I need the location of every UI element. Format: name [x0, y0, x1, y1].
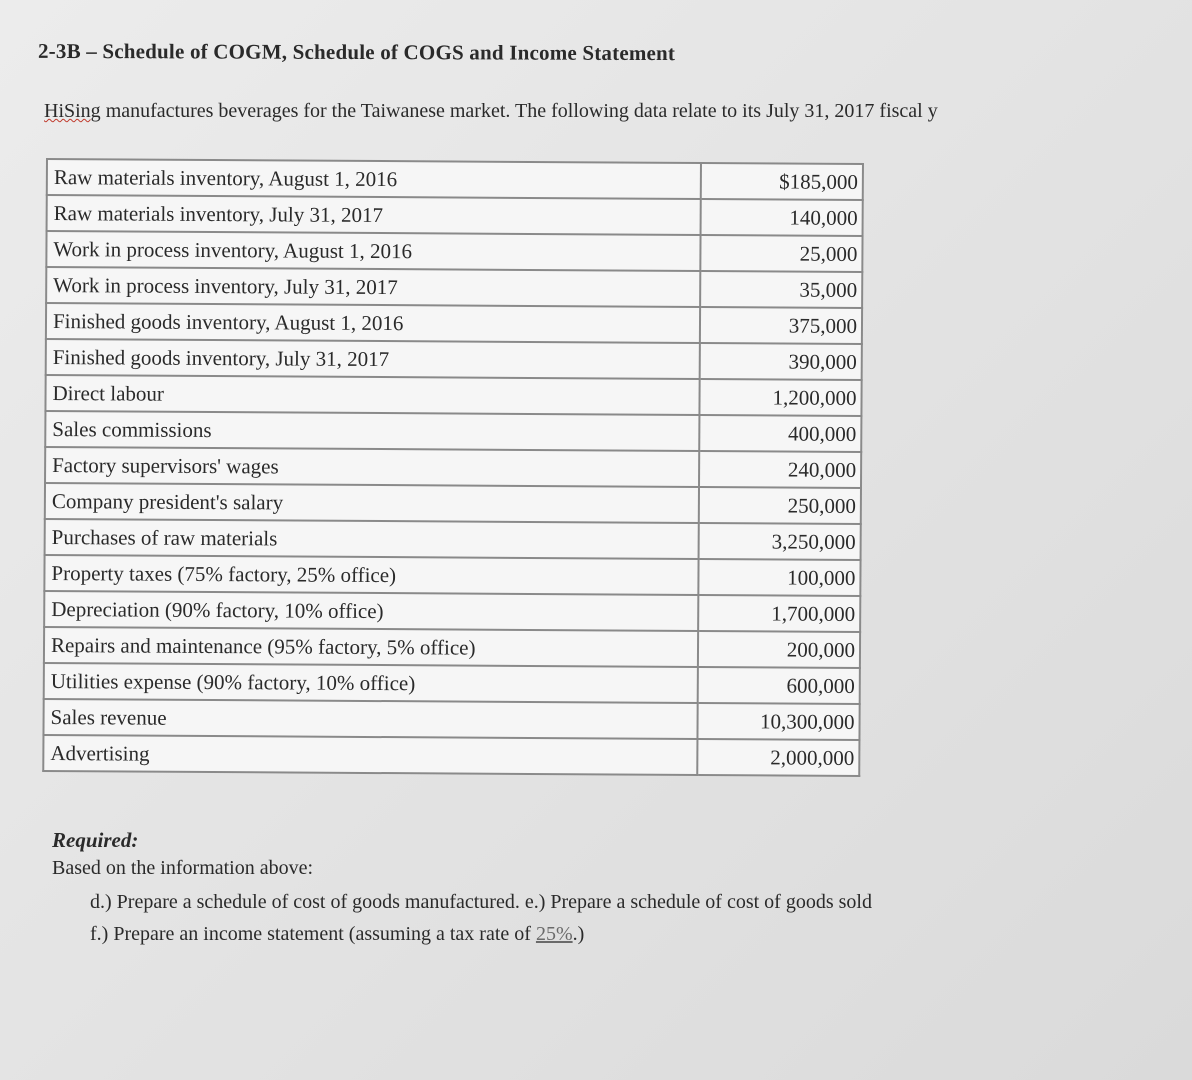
- table-row: [43, 735, 859, 776]
- row-value: 35,000: [700, 271, 862, 308]
- table-row: [47, 159, 863, 200]
- row-value: 2,000,000: [697, 739, 859, 776]
- row-label: Utilities expense (90% factory, 10% office): [44, 663, 698, 703]
- table-row: [46, 267, 862, 308]
- page-title: 2-3B – Schedule of COGM, Schedule of COGS and Income Statement: [37, 38, 676, 66]
- table-row: [46, 231, 862, 272]
- required-item-e: e.) Prepare a schedule of cost of goods sold: [524, 891, 872, 913]
- required-item-d: d.) Prepare a schedule of cost of goods manufactured.: [90, 891, 520, 913]
- row-label: Sales revenue: [43, 699, 697, 739]
- row-label: Depreciation (90% factory, 10% office): [44, 591, 698, 631]
- row-label: Raw materials inventory, August 1, 2016: [47, 159, 701, 199]
- required-items: [90, 886, 872, 950]
- row-label: Purchases of raw materials: [45, 519, 699, 559]
- row-value: $185,000: [701, 163, 863, 200]
- row-label: Property taxes (75% factory, 25% office): [44, 555, 698, 595]
- row-value: 140,000: [701, 199, 863, 236]
- company-name: HiSing: [44, 100, 101, 122]
- table-row: [46, 339, 862, 380]
- row-label: Work in process inventory, July 31, 2017: [46, 267, 700, 307]
- row-value: 400,000: [699, 415, 861, 452]
- table-row: [45, 483, 861, 524]
- required-heading: Required:: [52, 828, 139, 852]
- row-value: 25,000: [700, 235, 862, 272]
- table-row: [44, 627, 860, 668]
- row-label: Finished goods inventory, July 31, 2017: [46, 339, 700, 379]
- table-row: [43, 699, 859, 740]
- row-value: 600,000: [698, 667, 860, 704]
- row-label: Company president's salary: [45, 483, 699, 523]
- required-item-de: [90, 886, 872, 918]
- row-value: 1,700,000: [698, 595, 860, 632]
- tax-rate: 25%: [535, 923, 573, 945]
- table-row: [47, 195, 863, 236]
- row-value: 10,300,000: [697, 703, 859, 740]
- row-label: Sales commissions: [45, 411, 699, 451]
- table-row: [44, 663, 860, 704]
- table-row: [45, 447, 861, 488]
- intro-paragraph: [44, 100, 1192, 123]
- row-value: 375,000: [700, 307, 862, 344]
- row-value: 1,200,000: [699, 379, 861, 416]
- required-item-f-prefix: f.) Prepare an income statement (assuming a tax rate of: [90, 923, 536, 945]
- table-row: [45, 375, 861, 416]
- table-row: [45, 411, 861, 452]
- row-value: 390,000: [700, 343, 862, 380]
- required-section: [52, 828, 872, 950]
- required-item-f-suffix: .): [572, 923, 585, 945]
- data-table: [42, 158, 864, 777]
- row-label: Finished goods inventory, August 1, 2016: [46, 303, 700, 343]
- row-label: Work in process inventory, August 1, 2016: [46, 231, 700, 271]
- row-label: Advertising: [43, 735, 697, 775]
- row-value: 250,000: [699, 487, 861, 524]
- table-body: [43, 159, 863, 776]
- row-label: Repairs and maintenance (95% factory, 5% office): [44, 627, 698, 667]
- row-label: Direct labour: [45, 375, 699, 415]
- table-row: [44, 555, 860, 596]
- required-intro: Based on the information above:: [52, 857, 314, 879]
- row-value: 200,000: [698, 631, 860, 668]
- intro-text: manufactures beverages for the Taiwanese market. The following data relate to its July 31, 2017 fiscal y: [100, 100, 938, 122]
- row-value: 100,000: [698, 559, 860, 596]
- table-row: [46, 303, 862, 344]
- table-row: [45, 519, 861, 560]
- row-value: 240,000: [699, 451, 861, 488]
- required-item-f: [90, 918, 872, 950]
- table-row: [44, 591, 860, 632]
- row-label: Factory supervisors' wages: [45, 447, 699, 487]
- row-value: 3,250,000: [699, 523, 861, 560]
- row-label: Raw materials inventory, July 31, 2017: [47, 195, 701, 235]
